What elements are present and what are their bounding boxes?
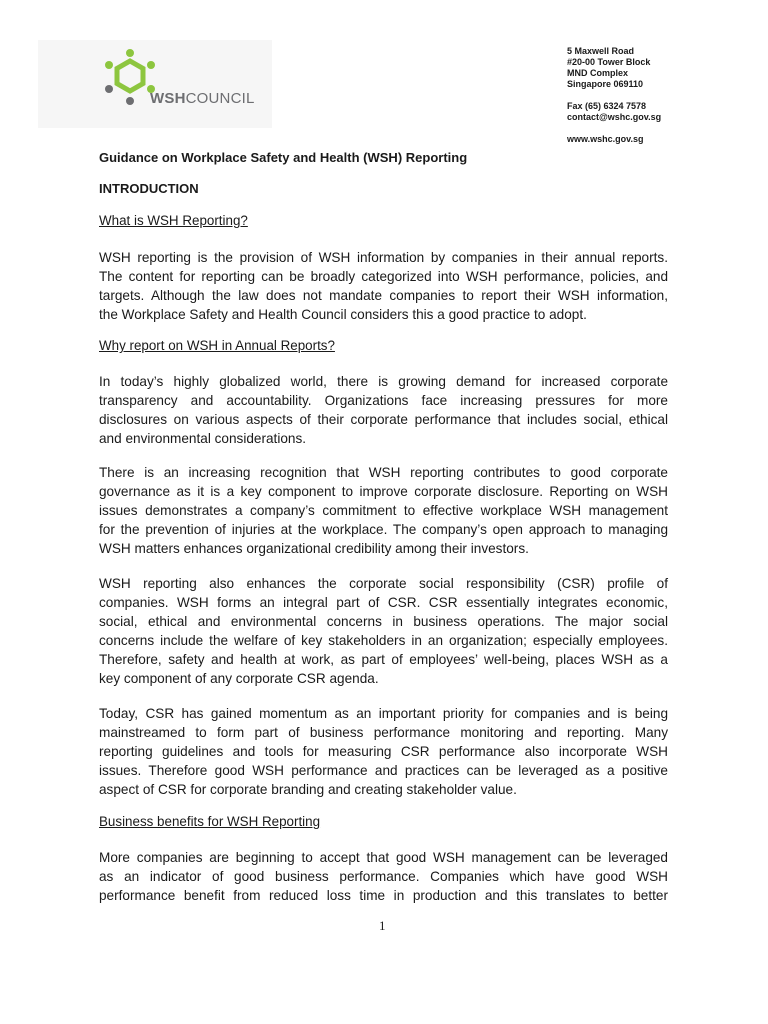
logo (38, 40, 272, 128)
section-heading: INTRODUCTION (99, 181, 199, 196)
address-block (567, 46, 661, 145)
email-line: contact@wshc.gov.sg (567, 112, 662, 122)
website-line: www.wshc.gov.sg (567, 134, 644, 144)
subheading-why: Why report on WSH in Annual Reports? (99, 338, 335, 353)
address-line: Singapore 069110 (567, 79, 644, 89)
document-title: Guidance on Workplace Safety and Health (WSH) Reporting (99, 150, 468, 165)
paragraph: Today, CSR has gained momentum as an important priority for companies and is being mainstreamed to form part of business performance monitoring and reporting. Many reporting guidelines and tools for measuring CSR performance also incorporate WSH issues. Therefore good WSH performance and practices can be leveraged as a positive aspect of CSR for corporate branding and creating stakeholder value. (99, 706, 668, 797)
logo-wordmark: WSHCOUNCIL (150, 90, 255, 107)
paragraph: WSH reporting is the provision of WSH information by companies in their annual reports. The content for reporting can be broadly categorized into WSH performance, policies, and targets. Although the law does not mandate companies to report their WSH information, the Workplace Safety and Health Council considers this a good practice to adopt. (99, 250, 668, 322)
subheading-benefits: Business benefits for WSH Reporting (99, 814, 321, 829)
address-line: MND Complex (567, 68, 629, 78)
paragraph: More companies are beginning to accept that good WSH management can be leveraged as an indicator of good business performance. Companies which have good WSH performance benefit from reduced loss time in production and this translates to better (99, 850, 668, 903)
paragraph: There is an increasing recognition that WSH reporting contributes to good corporate governance as it is a key component to improve corporate disclosure. Reporting on WSH issues demonstrates a company’s commitment to effective workplace WSH management for the prevention of injuries at the workplace. The company’s open approach to managing WSH matters enhances organizational credibility among their investors. (99, 465, 668, 556)
address-line: #20-00 Tower Block (567, 57, 651, 67)
paragraph: In today’s highly globalized world, there is growing demand for increased corporate transparency and accountability. Organizations face increasing pressures for more disclosures on various aspects of their corporate performance that includes social, ethical and environmental considerations. (99, 374, 668, 446)
subheading-what: What is WSH Reporting? (99, 213, 248, 228)
page-number: 1 (379, 918, 386, 933)
fax-line: Fax (65) 6324 7578 (567, 101, 647, 111)
paragraph: WSH reporting also enhances the corporate social responsibility (CSR) profile of companies. WSH forms an integral part of CSR. CSR essentially integrates economic, social, ethical and environmental concerns in business operations. The major social concerns include the welfare of key stakeholders in an organization; especially employees. Therefore, safety and health at work, as part of employees’ well-being, places WSH as a key component of any corporate CSR agenda. (99, 576, 668, 686)
address-line: 5 Maxwell Road (567, 46, 635, 56)
